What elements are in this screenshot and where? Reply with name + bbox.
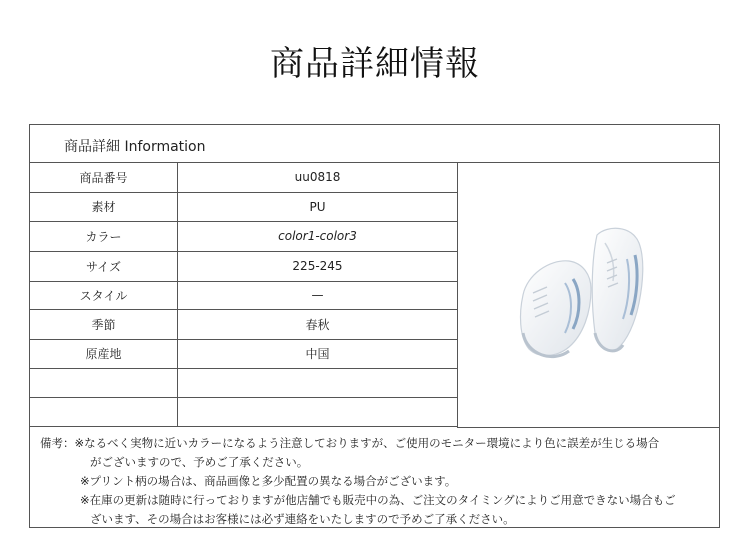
spec-row: [30, 281, 458, 309]
spec-label: 季節: [30, 309, 178, 339]
white-sneakers-image: [457, 163, 720, 428]
note-line-3: ※在庫の更新は随時に行っておりますが他店舗でも販売中の為、ご注文のタイミングによりご用意できない場合もご: [80, 493, 676, 507]
note-line-2: ※プリント柄の場合は、商品画像と多少配置の異なる場合がございます。: [80, 474, 457, 488]
spec-row: [30, 251, 458, 281]
spec-value: uu0818: [178, 163, 458, 192]
spec-row: [30, 163, 458, 192]
spec-label: スタイル: [30, 281, 178, 309]
info-header: [30, 125, 719, 163]
spec-label: 素材: [30, 192, 178, 221]
spec-row: [30, 397, 458, 426]
right-shoe: [592, 228, 643, 351]
spec-label: 商品番号: [30, 163, 178, 192]
spec-table: [30, 163, 458, 427]
spec-label: 原産地: [30, 339, 178, 368]
product-image-cell: [457, 163, 720, 428]
spec-value: —: [178, 281, 458, 309]
spec-value: [178, 368, 458, 397]
spec-value: [178, 397, 458, 426]
spec-row: [30, 339, 458, 368]
spec-row: [30, 309, 458, 339]
spec-value: color1-color3: [178, 221, 458, 251]
notes-section: [40, 434, 715, 529]
product-info-frame: [29, 124, 720, 528]
spec-value: PU: [178, 192, 458, 221]
notes-prefix: 備考：: [40, 436, 75, 450]
spec-value: 225-245: [178, 251, 458, 281]
spec-value: 中国: [178, 339, 458, 368]
page-title: 商品詳細情報: [270, 44, 480, 84]
left-shoe: [521, 261, 591, 357]
spec-value: 春秋: [178, 309, 458, 339]
spec-row: [30, 192, 458, 221]
spec-label: サイズ: [30, 251, 178, 281]
note-line-1: 備考：※なるべく実物に近いカラーになるよう注意しておりますが、ご使用のモニター環境により色に誤差が生じる場合: [40, 436, 660, 450]
spec-row: [30, 221, 458, 251]
spec-label: カラー: [30, 221, 178, 251]
note-line-3b: ざいます、その場合はお客様には必ず連絡をいたしますので予めご了承ください。: [90, 512, 515, 526]
note-line-1b: がございますので、予めご了承ください。: [90, 455, 309, 469]
spec-label: [30, 368, 178, 397]
spec-label: [30, 397, 178, 426]
spec-row: [30, 368, 458, 397]
info-header-label: 商品詳細 Information: [64, 139, 206, 155]
